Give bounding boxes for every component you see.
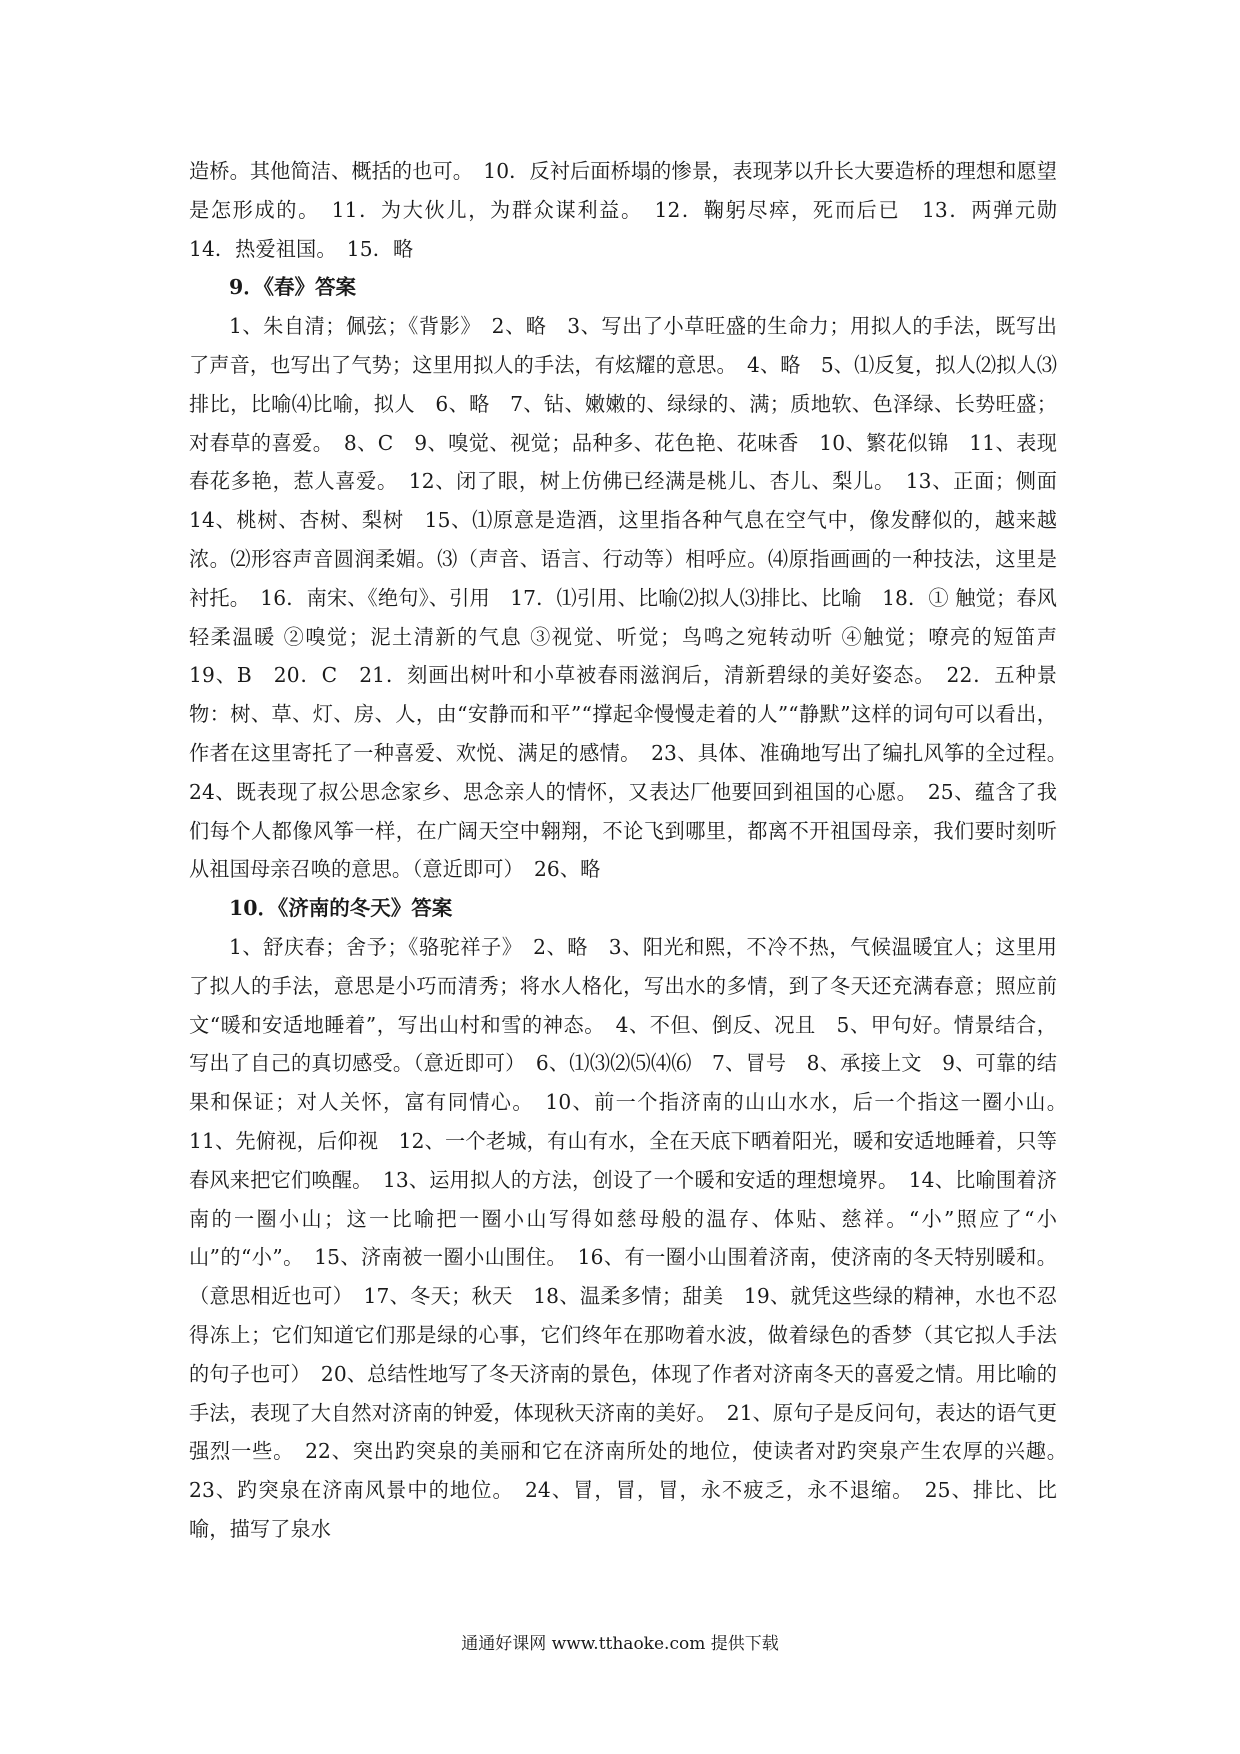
section-heading-spring: 9．《春》答案 <box>229 275 357 300</box>
section-body-spring: 1、朱自清；佩弦；《背影》 2、略 3、写出了小草旺盛的生命力；用拟人的手法，既写出了声音，也写出了气势；这里用拟人的手法，有炫耀的意思。 4、略 5、⑴反复，拟人⑵拟人⑶排比，比喻⑷比喻，拟人 6、略 7、钻、嫩嫩的、绿绿的、满；质地软、色泽绿、长势旺盛；对春草的喜爱。 8、C 9、嗅觉、视觉；品种多、花色艳、花味香 10、繁花似锦 11、表现春花多艳，惹人喜爱。 12、闭了眼，树上仿佛已经满是桃儿、杏儿、梨儿。 13、正面；侧面 14、桃树、杏树、梨树 15、⑴原意是造酒，这里指各种气息在空气中，像发酵似的，越来越浓。⑵形容声音圆润柔媚。⑶（声音、语言、行动等）相呼应。⑷原指画画的一种技法，这里是衬托。 16．南宋、《绝句》、引用 17．⑴引用、比喻⑵拟人⑶排比、比喻 18．① 触觉；春风轻柔温暖 ②嗅觉；泥土清新的气息 ③视觉、听觉；鸟鸣之宛转动听 ④触觉；嘹亮的短笛声 19、B 20．C 21．刻画出树叶和小草被春雨滋润后，清新碧绿的美好姿态。 22．五种景物：树、草、灯、房、人，由“安静而和平”“撑起伞慢慢走着的人”“静默”这样的词句可以看出，作者在这里寄托了一种喜爱、欢悦、满足的感情。 23、具体、准确地写出了编扎风筝的全过程。 24、既表现了叔公思念家乡、思念亲人的情怀，又表达厂他要回到祖国的心愿。 25、蕴含了我们每个人都像风筝一样，在广阔天空中翱翔，不论飞到哪里，都离不开祖国母亲，我们要时刻听从祖国母亲召唤的意思。（意近即可） 26、略 <box>189 314 1078 882</box>
intro-paragraph: 造桥。其他简洁、概括的也可。 10．反衬后面桥塌的惨景，表现茅以升长大要造桥的理想和愿望是怎形成的。 11．为大伙儿，为群众谋利益。 12．鞠躬尽瘁，死而后已 13．两弹元勋 14．热爱祖国。 15．略 <box>189 159 1078 261</box>
page-footer: 通通好课网 www.tthaoke.com 提供下载 <box>461 1634 779 1654</box>
section-body-jinan-winter: 1、舒庆春；舍予；《骆驼祥子》 2、略 3、阳光和熙，不冷不热，气候温暖宜人；这里用了拟人的手法，意思是小巧而清秀；将水人格化，写出水的多情，到了冬天还充满春意；照应前文“暖和安适地睡着”，写出山村和雪的神态。 4、不但、倒反、况且 5、甲句好。情景结合，写出了自己的真切感受。（意近即可） 6、⑴⑶⑵⑸⑷⑹ 7、冒号 8、承接上文 9、可靠的结果和保证；对人关怀，富有同情心。 10、前一个指济南的山山水水，后一个指这一圈小山。 11、先俯视，后仰视 12、一个老城，有山有水，全在天底下晒着阳光，暖和安适地睡着，只等春风来把它们唤醒。 13、运用拟人的方法，创设了一个暖和安适的理想境界。 14、比喻围着济南的一圈小山；这一比喻把一圈小山写得如慈母般的温存、体贴、慈祥。“小”照应了“小山”的“小”。 15、济南被一圈小山围住。 16、有一圈小山围着济南，使济南的冬天特别暖和。（意思相近也可） 17、冬天；秋天 18、温柔多情；甜美 19、就凭这些绿的精神，水也不忍得冻上；它们知道它们那是绿的心事，它们终年在那吻着水波，做着绿色的香梦（其它拟人手法的句子也可） 20、总结性地写了冬天济南的景色，体现了作者对济南冬天的喜爱之情。用比喻的手法，表现了大自然对济南的钟爱，体现秋天济南的美好。 21、原句子是反问句，表达的语气更强烈一些。 22、突出趵突泉的美丽和它在济南所处的地位，使读者对趵突泉产生农厚的兴趣。 23、趵突泉在济南风景中的地位。 24、冒，冒，冒，永不疲乏，永不退缩。 25、排比、比喻，描写了泉水 <box>189 934 1078 1541</box>
section-heading-jinan-winter: 10．《济南的冬天》答案 <box>229 896 453 921</box>
document-body <box>189 152 1078 1549</box>
